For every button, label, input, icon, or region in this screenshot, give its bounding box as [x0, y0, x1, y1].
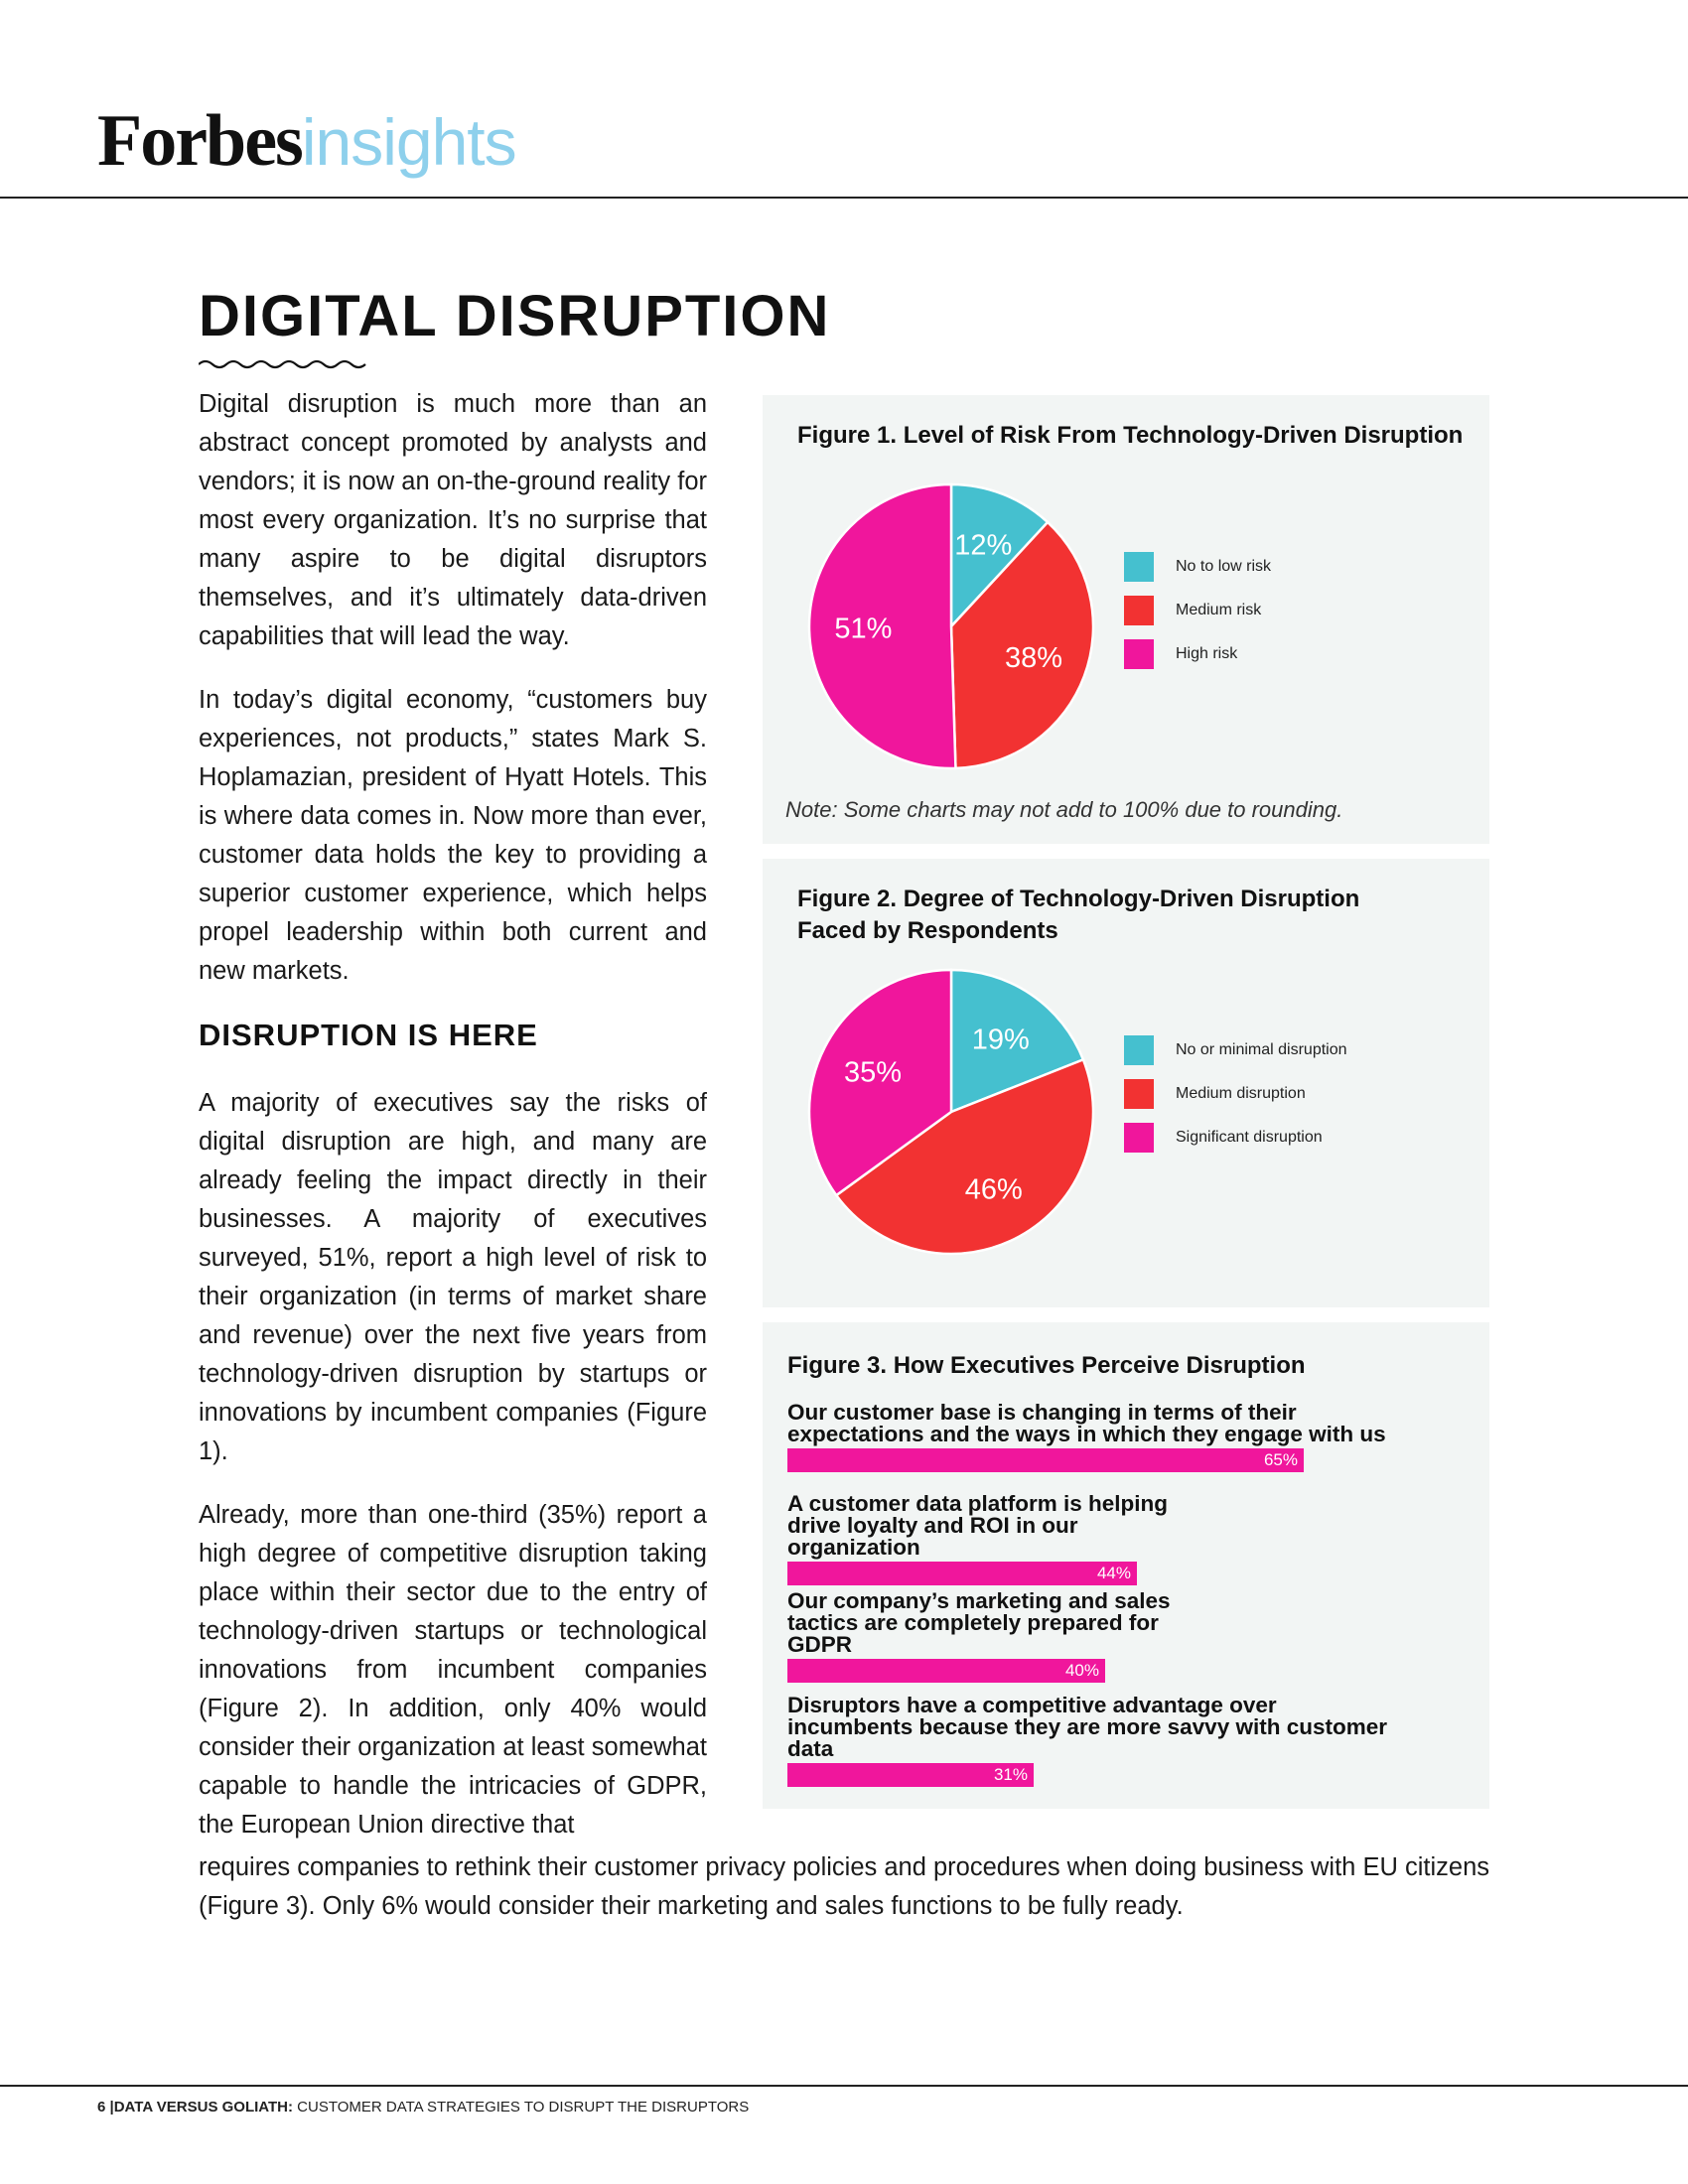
pie-value-label: 46% — [964, 1173, 1023, 1206]
bar-item — [787, 1402, 1423, 1472]
forbes-insights-logo — [97, 99, 516, 189]
bar-track — [787, 1562, 1423, 1585]
figure-2-panel — [763, 859, 1489, 1307]
bar-fill — [787, 1562, 1137, 1585]
paragraph-1: Digital disruption is much more than an abstract concept promoted by analysts and vendors; it is now an on-the-ground reality for most every organization. It’s no surprise that many aspire to be digital disruptors themselves, and it’s ultimately data-driven capabilities that will lead the way. — [199, 390, 707, 650]
figure-3-title: Figure 3. How Executives Perceive Disruption — [787, 1352, 1306, 1379]
page-title: DIGITAL DISRUPTION — [199, 284, 831, 348]
page-footer — [97, 2099, 749, 2116]
footer-subtitle: CUSTOMER DATA STRATEGIES TO DISRUPT THE DISRUPTORS — [297, 2099, 750, 2116]
bar-value-label: 31% — [993, 1765, 1028, 1784]
figure-1-note: Note: Some charts may not add to 100% due to rounding. — [785, 797, 1343, 822]
bar-item — [787, 1695, 1423, 1787]
footer-title: DATA VERSUS GOLIATH: — [113, 2099, 293, 2116]
bar-fill — [787, 1659, 1105, 1683]
bar-track — [787, 1448, 1423, 1472]
legend-swatch-magenta — [1124, 1123, 1154, 1153]
bar-track — [787, 1763, 1423, 1787]
logo-insights-text: insights — [301, 105, 516, 179]
legend-label: High risk — [1176, 645, 1238, 662]
figure-1-panel — [763, 395, 1489, 844]
pie-value-label: 35% — [843, 1056, 903, 1089]
bar-fill — [787, 1763, 1034, 1787]
bar-value-label: 65% — [1263, 1450, 1298, 1469]
bar-category-label: Disruptors have a competitive advantage over incumbents because they are more savvy with customer data — [787, 1693, 1387, 1761]
pie-value-label: 38% — [1005, 642, 1063, 675]
legend-label: No or minimal disruption — [1176, 1041, 1347, 1058]
header-divider — [0, 197, 1688, 199]
legend-label: Medium risk — [1176, 602, 1262, 618]
bar-category-label: Our customer base is changing in terms of their expectations and the ways in which they engage with us — [787, 1400, 1386, 1446]
bar-item — [787, 1590, 1423, 1683]
footer-divider — [0, 2085, 1688, 2087]
pie-value-label: 51% — [834, 613, 893, 645]
paragraph-2: In today’s digital economy, “customers buy experiences, not products,” states Mark S. Hoplamazian, president of Hyatt Hotels. This is where data comes in. Now more than ever, customer data holds the key to providing a superior customer experience, which helps propel leadership within both current and new markets. — [199, 686, 707, 985]
bar-track — [787, 1659, 1423, 1683]
legend-swatch-red — [1124, 596, 1154, 625]
bar-item — [787, 1493, 1423, 1585]
figure-1-pie-chart — [802, 478, 1100, 775]
footer-page-number: 6 | — [97, 2099, 114, 2116]
bar-category-label: A customer data platform is helping drive loyalty and ROI in our organization — [787, 1491, 1168, 1560]
bar-value-label: 44% — [1096, 1564, 1131, 1582]
pie-value-label: 19% — [971, 1024, 1030, 1056]
figure-3-panel — [763, 1322, 1489, 1809]
section-heading: DISRUPTION IS HERE — [199, 1018, 538, 1052]
paragraph-4: Already, more than one-third (35%) report a high degree of competitive disruption taking place within their sector due to the entry of technology-driven startups or technological innovations from incumbent companies (Figure 2). In addition, only 40% would consider their organization at least somewhat capable to handle the intricacies of GDPR, the European Union directive that — [199, 1501, 707, 1839]
legend-swatch-magenta — [1124, 639, 1154, 669]
legend-swatch-teal — [1124, 552, 1154, 582]
figure-2-title: Figure 2. Degree of Technology-Driven Disruption Faced by Respondents — [797, 886, 1360, 944]
paragraph-4-continued: requires companies to rethink their customer privacy policies and procedures when doing business with EU citizens (Figure 3). Only 6% would consider their marketing and sales functions to be fully ready. — [199, 1853, 1489, 1920]
article-body — [199, 385, 707, 1869]
figure-1-title: Figure 1. Level of Risk From Technology-Driven Disruption — [797, 422, 1464, 449]
logo-forbes-text: Forbes — [97, 100, 302, 182]
pie-value-label: 12% — [954, 529, 1013, 562]
title-squiggle-ornament — [199, 357, 367, 371]
bar-value-label: 40% — [1064, 1661, 1099, 1680]
paragraph-3: A majority of executives say the risks of digital disruption are high, and many are already feeling the impact directly in their businesses. A majority of executives surveyed, 51%, report a high level of risk to their organization (in terms of market share and revenue) over the next five years from technology-driven disruption by startups or innovations by incumbent companies (Figure 1). — [199, 1089, 707, 1465]
figure-2-pie-chart — [802, 963, 1100, 1261]
legend-label: Medium disruption — [1176, 1085, 1306, 1102]
legend-swatch-teal — [1124, 1035, 1154, 1065]
legend-label: Significant disruption — [1176, 1129, 1323, 1146]
bar-fill — [787, 1448, 1304, 1472]
legend-swatch-red — [1124, 1079, 1154, 1109]
bar-category-label: Our company’s marketing and sales tactics are completely prepared for GDPR — [787, 1588, 1171, 1657]
legend-label: No to low risk — [1176, 558, 1272, 575]
